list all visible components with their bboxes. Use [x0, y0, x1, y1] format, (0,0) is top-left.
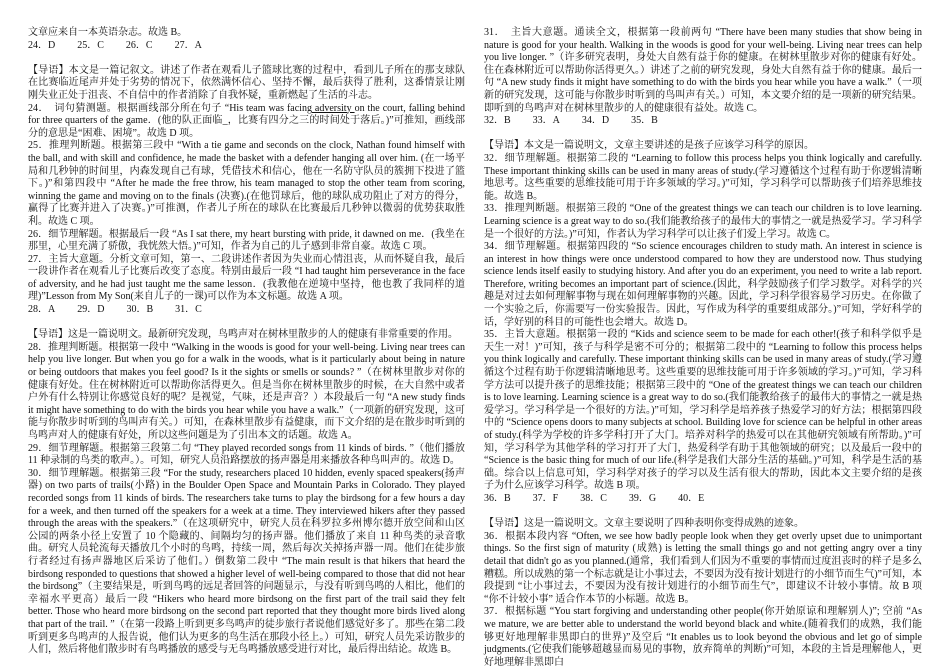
explanation-paragraph	[28, 342, 465, 443]
explanation-paragraph	[484, 531, 922, 607]
answer-item: 27．A	[174, 39, 202, 51]
explanation-paragraph	[28, 468, 465, 657]
answer-item: 32．B	[484, 115, 511, 127]
explanation-paragraph	[484, 153, 922, 203]
explanation-paragraph	[484, 241, 922, 329]
answer-key-row	[28, 304, 465, 317]
explanation-paragraph	[28, 103, 465, 141]
explanation-paragraph	[484, 606, 922, 669]
answer-item: 26．C	[125, 39, 153, 51]
explanation-paragraph	[28, 329, 465, 342]
paragraph-text: 【导语】本文是一篇说明文，文章主要讲述的是孩子应该学习科学的原因。	[484, 140, 814, 152]
answer-item: 36．B	[484, 492, 511, 504]
answer-key-row	[28, 40, 465, 53]
explanation-paragraph	[484, 140, 922, 153]
paragraph-text: 28．推理判断题。根据第一段中 “Walking in the woods is good for your well-being. Living near trees can help you live longer. But when you go for a walk in the woods, what is it particularly about being in nature or being outdoors that makes you feel good? Is it the sights or smells or sounds? ”（在树林里散步对你的健康有好处。住在树林附近可以帮助你活得更久。但是当你在树林里散步的时候，在大自然中或者户外有什么特别让你感觉良好的呢？是视觉，气味，还是声音？）本段最后一句 “A new study finds it might have something to do with the birds you hear while you have a walk.”（一项新的研究发现，这可能与你散步时听到的鸟叫声有关。）可知，在森林里散步有益健康，而下文介绍的是在散步时听到的鸟鸣声对人的健康有好处，所以这些问题是为了引出本文的话题。故选 A。	[28, 341, 465, 441]
answer-item: 35．B	[631, 115, 658, 127]
explanation-paragraph	[484, 27, 922, 115]
paragraph-text: 32．细节理解题。根据第二段的 “Learning to follow this process helps you think logically and carefully. These important thinking skills can be used in many areas of study.(学习遵循这个过程有助于你逻辑清晰地思考。这些重要的思维技能可用于许多领域的学习。)”可知，学习科学可以帮助孩子们培养思维技能。故选 B。	[484, 152, 922, 202]
answer-item: 39．G	[628, 492, 657, 504]
explanation-paragraph	[28, 254, 465, 304]
spacer	[484, 128, 922, 141]
answer-key-row	[484, 493, 922, 506]
spacer	[28, 52, 465, 65]
left-column	[28, 27, 465, 657]
answer-item: 30．B	[126, 304, 154, 316]
answer-item: 33．A	[532, 115, 560, 127]
answer-item: 37．F	[532, 492, 559, 504]
paragraph-text: 【导语】这是一篇说明文。文章主要说明了四种表明你变得成熟的迹象。	[484, 518, 804, 530]
paragraph-text: 29．细节理解题。根据第三段第二句 “They played recorded songs from 11 kinds of birds. ”（他们播放 11 种录制的鸟类的歌声。）。可知，研究人员沿路摆放的扬声器是用来播放各种鸟叫声的。故选 D。	[28, 442, 465, 467]
paragraph-text: 31． 主旨大意题。通读全文，根据第一段前两句 “There have been many studies that show being in nature is good for your health. Walking in the woods is good for your well-being. Living near trees can help you live longer. ”（许多研究表明，身处大自然有益于你的健康。在树林里散步对你的健康有好处。住在森林附近可以帮助你活得更久。）讲述了之前的研究发现，身处大自然有益于你的健康。最后一句 “A new study finds it might have something to do with the birds you hear while you have a walk.”（一项新的研究发现，这可能与你散步时听到的鸟叫声有关。）可知，本文要介绍的是一项新的研究结果。即听到的鸟鸣声对在树林里散步的人的健康很有益处。故选 C。	[484, 27, 922, 114]
paragraph-text: 24． 词句猜测题。根据画线部分所在句子 “His team was facing	[28, 102, 312, 114]
paragraph-text: 【导语】这是一篇说明文。最新研究发现，鸟鸣声对在树林里散步的人的健康有非常重要的作用。	[28, 329, 458, 341]
paragraph-text: 34．细节理解题。根据第四段的 “So science encourages children to study math. An interest in science is an interest in how things were once understood compared to how they are understood now. Thus studying science lends itself easily to studying history. And after you do an experiment, you need to write a lab report. Therefore, writing becomes an important part of science.(因此，科学鼓励孩子们学习数学。对科学的兴趣是对过去如何理解事物与现在如何理解事物的兴趣。因此，学习科学很容易学习历史。在你做了一个实验之后，你需要写一份实验报告。因此，写作成为科学的重要组成部分。)”可知，学好科学的话，学好别的科目的可能性也会增大。故选 D。	[484, 241, 922, 328]
answer-item: 24．D	[28, 39, 56, 51]
right-column	[484, 27, 922, 669]
answer-item: 40．E	[678, 492, 705, 504]
paragraph-text: 【导语】本文是一篇记叙文。讲述了作者在观看儿子篮球比赛的过程中，看到儿子所在的那支球队在比赛临近尾声并处于劣势的情况下，依然满怀信心、坚持不懈，最后获得了胜利，这番情景让刚刚失业正处于沮丧、不自信中的作者消除了自我怀疑，重新燃起了生活的斗志。	[28, 64, 465, 101]
explanation-paragraph	[28, 140, 465, 228]
answer-item: 31．C	[175, 304, 202, 316]
explanation-paragraph	[28, 65, 465, 103]
paragraph-text: 30．细节理解题。根据第三段 “For the study, researchers placed 10 hidden, evenly spaced speakers(扬声器) on two parts of trails(小路) in the Boulder Open Space and Mountain Parks in Colorado. They played recorded songs from 11 kinds of birds. The researchers take turns to play the birdsong for a few hours a day for a week, and then turned off the speakers for a week at a time. They interviewed hikers after they passed through the areas with the speakers.”（在这项研究中，研究人员在科罗拉多州博尔德开放空间和山区公园的两条小径上安置了 10 个隐藏的、间隔均匀的扬声器。他们播放了来自 11 种鸟类的录音歌曲。研究人员轮流每天播放几个小时的鸟鸣，持续一周，然后每次关掉扬声器一周。他们在徒步旅行者经过有扬声器地区后采访了他们。）倒数第二段中 “The main result is that hikers that heard the birdsong responded to questions that showed a higher level of well-being compared to those that did not hear the birdsong”（主要结果是，听到鸟鸣的远足者回答的问题显示，与没有听到鸟鸣的人相比，他们的幸福水平更高）最后一段 “Hikers who heard more birdsong on the first part of the trail said they felt better. Those who heard more birdsong on the second part reported that they thought more birds lived along that part of the trail. ”（在第一段路上听到更多鸟鸣声的徒步旅行者说他们感觉好多了。那些在第二段听到更多鸟鸣声的人报告说，他们认为更多的鸟生活在那段小径上。）可知，研究人员先采访散步的人们，然后将他们散步时有鸟鸣播放的感受与无鸟鸣播放感受进行对比，最后得出结论。故选 B。	[28, 467, 465, 656]
answer-item: 38．C	[580, 492, 607, 504]
paragraph-text: 27．主旨大意题。分析文章可知，第一、二段讲述作者因为失业而心情沮丧，从而怀疑自我，最后一段讲作者在观看儿子比赛后改变了态度。特别由最后一段 “I had taught him perseverance in the face of adversity, and he had just taught me the same lesson．(我教他在逆境中坚持，他也教了我同样的道理)”Lesson from My Son(来自儿子的一课)可以作为本文标题。故选 A 项。	[28, 253, 465, 303]
explanation-paragraph	[484, 329, 922, 493]
explanation-paragraph	[484, 518, 922, 531]
paragraph-text: 25．推理判断题。根据第三段中 “With a tie game and seconds on the clock, Nathan found himself with the ball, and with skill and confidence, he made the basket with a defender hanging all over him. (在一场平局和几秒钟的时间里，内森发现自己有球，凭借技术和信心，他在一名防守队员的簇拥下投进了篮下。)”和第四段中 “After he made the free throw, his team managed to stop the other team from scoring, winning the game and moving on to the finals (决赛).(在他罚球后，他的球队成功阻止了对方的得分，赢得了比赛并进入了决赛。)”可推测，作者儿子所在的球队在比赛最后几秒钟以微弱的优势获取胜利。故选 C 项。	[28, 140, 465, 227]
answer-item: 34．D	[581, 115, 610, 127]
answer-item: 29．D	[77, 304, 105, 316]
explanation-paragraph	[484, 203, 922, 241]
answer-item: 25．C	[77, 39, 104, 51]
paragraph-text: 37．根据标题 “You start forgiving and understanding other people(你开始原谅和理解别人)”; 空前 “As we mature, we are better able to understand the world beyond black and white.(随着我们的成熟，我们能够更好地理解非黑即白的世界)”及空后 “It enables us to look beyond the obvious and let go of simple judgments.(它使我们能够超越显而易见的事物，放弃简单的判断)”可知，本段的主旨是理解他人，更好地理解非黑即白	[484, 606, 922, 668]
explanation-paragraph	[28, 443, 465, 468]
paragraph-text: 26．细节理解题。根据最后一段 “As I sat there, my heart bursting with pride, it dawned on me．(我坐在那里，心里充满了骄傲，我恍然大悟。)”可知，作者为自己的儿子感到非常自豪。故选 C 项。	[28, 228, 465, 253]
paragraph-text: on the court, falling behind for three quarters of the game．(他的队正面临_，比赛有四分之三的时间处于落后。)”可推知，画线部分的意思是“困难、困境”。故选 D 项。	[28, 102, 466, 139]
answer-key-row	[484, 115, 922, 128]
explanation-paragraph	[28, 27, 465, 40]
answer-item: 28．A	[28, 304, 56, 316]
explanation-paragraph	[28, 229, 465, 254]
paragraph-text: 36．根据本段内容 “Often, we see how badly people look when they get overly upset due to unimportant things. So the first sign of maturity (成熟) is letting the small things go and not getting angry over a tiny detail that didn't go as you planned.(通常，我们看到人们因为不重要的事情而过度沮丧时的样子是多么糟糕。所以成熟的第一个标志就是让小事过去，不要因为没有按计划进行的小细节而生气)”可知，本段提到 “让小事过去，不要因为没有按计划进行的小细节而生气”，即建议不计较小事情。故 B 项 “你不计较小事” 适合作本节的小标题。故选 B。	[484, 530, 922, 605]
paragraph-text: 35．主旨大意题。根据第一段的 “Kids and science seem to be made for each other!(孩子和科学似乎是天生一对！)”可知，孩子与科学是密不可分的；根据第二段中的 “Learning to follow this process helps you think logically and carefully. These important thinking skills can be used in many areas of study.(学习遵循这个过程有助于你逻辑清晰地思考。这些重要的思维技能可用于许多领域的学习。)”可知，学习科学方法可以提升孩子的思维技能；根据第三段中的 “One of the greatest things we can teach our children is to love learning. Learning science is a great way to do so.(我们能教给孩子的最伟大的事情之一就是热爱学习。学习科学是一个很好的方法。)”可知，学习科学是培养孩子热爱学习的好方法；根据第四段中的 “Science opens doors to many subjects at school. Building love for science can be helpful in other areas of study.(科学为学校的许多学科打开了大门。培养对科学的热爱可以在其他研究领域有所帮助。)”可知，学习科学为其他学科的学习打开了大门，热爱科学有助于其他领域的研究；以及最后一段中的 “Science is the basic thing for much of our life.(科学是我们大部分生活的基础。)”可知，科学是生活的基础。综合以上信息可知，学习科学对孩子的学习以及生活有很大的帮助，因此本文主要介绍的是孩子为什么应该学习科学。故选 B 项。	[484, 329, 922, 492]
spacer	[484, 506, 922, 519]
paragraph-text: 文章应来自一本英语杂志。故选 B。	[28, 27, 188, 38]
spacer	[28, 317, 465, 330]
underlined-word: adversity	[311, 102, 355, 114]
paragraph-text: 33．推理判断题。根据第三段的 “One of the greatest things we can teach our children is to love learning. Learning science is a great way to do so.(我们能教给孩子的最伟大的事情之一就是热爱学习。学习科学是一个很好的方法。)”可知，作者认为学习科学可以让孩子们爱上学习。故选 C。	[484, 203, 922, 240]
